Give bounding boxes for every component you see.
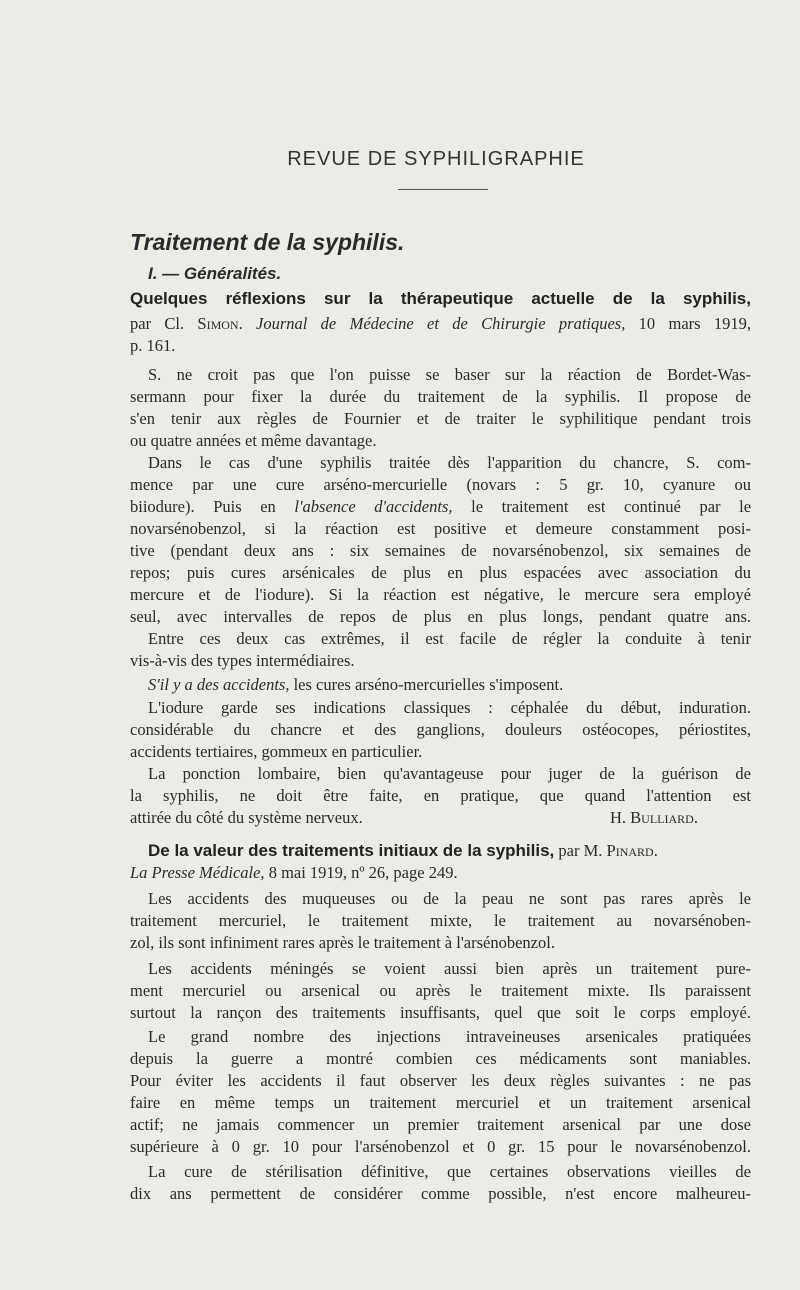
- paragraph-line: la syphilis, ne doit être faite, en pratique, que quand l'attention est: [130, 786, 751, 805]
- paragraph-line: La cure de stérilisation définitive, que certaines observations vieilles de: [148, 1162, 751, 1181]
- signature: H. Bulliard.: [610, 808, 698, 827]
- paragraph-line: S. ne croit pas que l'on puisse se baser sur la réaction de Bordet-Was-: [148, 365, 751, 384]
- title-rule: [398, 189, 488, 190]
- paragraph-line: traitement mercuriel, le traitement mixte, le traitement au novarsénoben-: [130, 911, 751, 930]
- article-author: Simon.: [197, 314, 243, 333]
- article-title: Quelques réflexions sur la thérapeutique actuelle de la syphilis,: [130, 289, 751, 308]
- paragraph-line: s'en tenir aux règles de Fournier et de traiter le syphilitique pendant trois: [130, 409, 751, 428]
- paragraph-line: Dans le cas d'une syphilis traitée dès l'apparition du chancre, S. com-: [148, 453, 751, 472]
- paragraph-line: ou quatre années et même davantage.: [130, 431, 377, 450]
- paragraph-line: zol, ils sont infiniment rares après le traitement à l'arsénobenzol.: [130, 933, 555, 952]
- paragraph-line: Les accidents méningés se voient aussi bien après un traitement pure-: [148, 959, 751, 978]
- paragraph-line: biiodure). Puis en l'absence d'accidents, le traitement est continué par le: [130, 497, 752, 516]
- article-reference-page: p. 161.: [130, 336, 176, 355]
- paragraph-line: repos; puis cures arsénicales de plus en plus espacées avec association du: [130, 563, 751, 582]
- paragraph-line: dix ans permettent de considérer comme possible, n'est encore malheureu-: [130, 1184, 751, 1203]
- article-title-line: De la valeur des traitements initiaux de la syphilis, par M. Pinard.: [148, 841, 658, 860]
- paragraph-line: surtout la rançon des traitements insuffisants, quel que soit le corps employé.: [130, 1003, 751, 1022]
- article-reference: par Cl. Simon. Journal de Médecine et de Chirurgie pratiques, 10 mars 1919,: [130, 314, 751, 333]
- paragraph-line: S'il y a des accidents, les cures arséno-mercurielles s'imposent.: [148, 675, 564, 694]
- paragraph-line: La ponction lombaire, bien qu'avantageuse pour juger de la guérison de: [148, 764, 751, 783]
- paragraph-line: Entre ces deux cas extrêmes, il est facile de régler la conduite à tenir: [148, 629, 751, 648]
- paragraph-line: Les accidents des muqueuses ou de la peau ne sont pas rares après le: [148, 889, 751, 908]
- paragraph-line: considérable du chancre et des ganglions, douleurs ostéocopes, périostites,: [130, 720, 751, 739]
- paragraph-line: mercure et de l'iodure). Si la réaction est négative, le mercure sera employé: [130, 585, 751, 604]
- running-head: REVUE DE SYPHILIGRAPHIE: [287, 148, 585, 170]
- paragraph-line: attirée du côté du système nerveux.: [130, 808, 363, 827]
- paragraph-line: accidents tertiaires, gommeux en particulier.: [130, 742, 423, 761]
- paragraph-line: tive (pendant deux ans : six semaines de novarsénobenzol, six semaines de: [130, 541, 751, 560]
- article-title: De la valeur des traitements initiaux de la syphilis,: [148, 841, 555, 860]
- paragraph-line: Pour éviter les accidents il faut observer les deux règles suivantes : ne pas: [130, 1071, 751, 1090]
- article-reference: La Presse Médicale, 8 mai 1919, nº 26, page 249.: [130, 863, 458, 882]
- paragraph-line: seul, avec intervalles de repos de plus en plus longs, pendant quatre ans.: [130, 607, 751, 626]
- paragraph-line: supérieure à 0 gr. 10 pour l'arsénobenzol et 0 gr. 15 pour le novarsénobenzol.: [130, 1137, 751, 1156]
- paragraph-line: Le grand nombre des injections intraveineuses arsenicales pratiquées: [148, 1027, 751, 1046]
- section-title: Traitement de la syphilis.: [130, 229, 405, 255]
- paragraph-line: vis-à-vis des types intermédiaires.: [130, 651, 355, 670]
- journal-name: La Presse Médicale,: [130, 863, 265, 882]
- paragraph-line: sermann pour fixer la durée du traitement de la syphilis. Il propose de: [130, 387, 751, 406]
- paragraph-line: L'iodure garde ses indications classiques : céphalée du début, induration.: [148, 698, 751, 717]
- article-author: Pinard.: [606, 841, 658, 860]
- paragraph-line: faire en même temps un traitement mercuriel et un traitement arsenical: [130, 1093, 751, 1112]
- paragraph-line: ment mercuriel ou arsenical ou après le traitement mixte. Ils paraissent: [130, 981, 751, 1000]
- paragraph-line: mence par une cure arséno-mercurielle (novars : 5 gr. 10, cyanure ou: [130, 475, 751, 494]
- subsection-title: I. — Généralités.: [148, 264, 282, 283]
- paragraph-line: novarsénobenzol, si la réaction est positive et demeure constamment posi-: [130, 519, 751, 538]
- journal-name: Journal de Médecine et de Chirurgie pratiques,: [256, 314, 626, 333]
- paragraph-line: depuis la guerre a montré combien ces médicaments sont maniables.: [130, 1049, 751, 1068]
- paragraph-line: actif; ne jamais commencer un premier traitement arsenical par une dose: [130, 1115, 751, 1134]
